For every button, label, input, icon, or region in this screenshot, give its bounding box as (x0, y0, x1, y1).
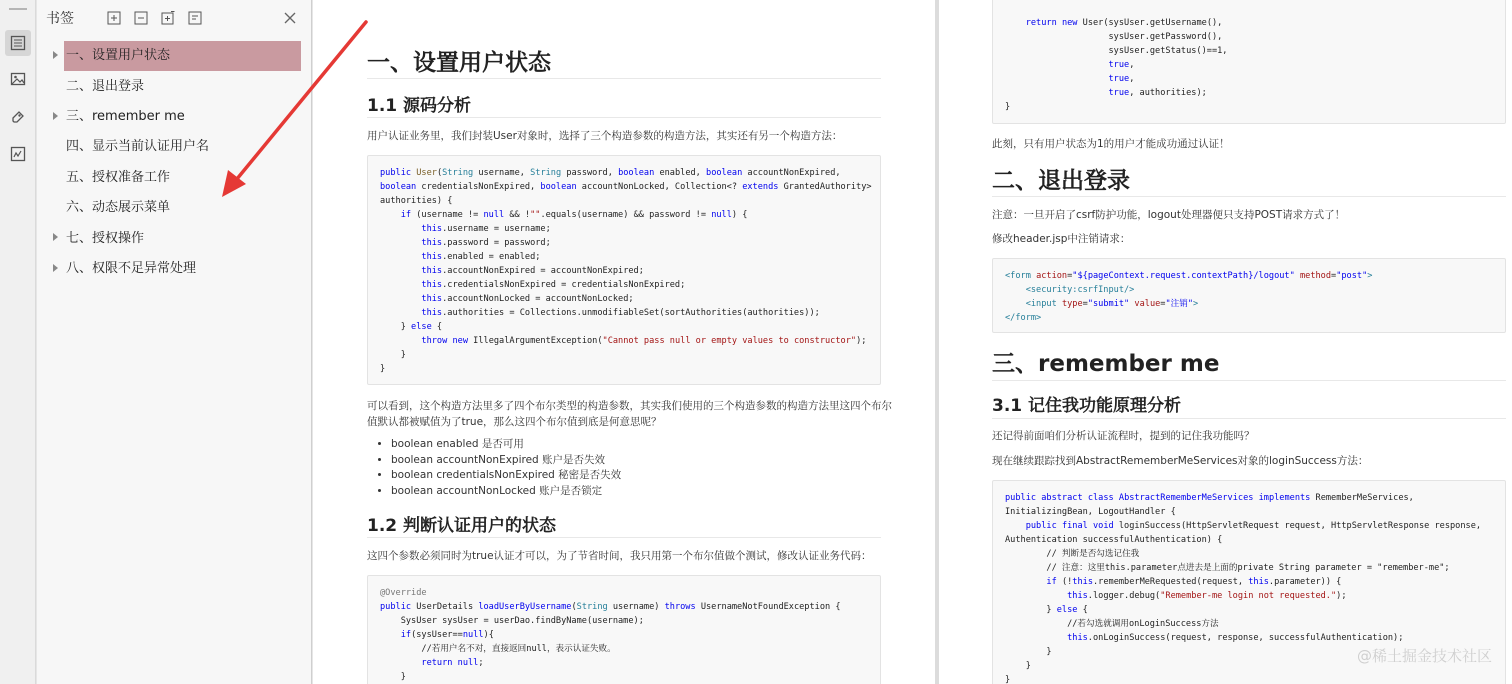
code-line: return null; (421, 658, 484, 668)
code-block (367, 575, 881, 684)
code-line: this.password = password; (421, 238, 551, 248)
code-line: } (1005, 102, 1011, 112)
code-line: this.credentialsNonExpired = credentialsNonExpired; (421, 280, 686, 290)
bookmark-panel-header (37, 0, 311, 36)
bookmark-item[interactable] (37, 102, 311, 132)
add-bookmark-icon[interactable] (154, 8, 181, 28)
code-line: <input type="submit" value="注销"> (1025, 299, 1199, 309)
attachment-icon[interactable] (5, 104, 31, 130)
heading-set-user-status: 一、设置用户状态 (367, 50, 551, 76)
heading-rule (992, 196, 1506, 197)
paragraph: 注意：一旦开启了csrf防护功能，logout处理器便只支持POST请求方式了！ (992, 209, 1346, 221)
code-line: true, authorities); (1108, 88, 1207, 98)
bookmark-item[interactable] (37, 41, 311, 71)
expand-arrow-icon[interactable] (53, 51, 58, 59)
list-item: • boolean accountNonLocked 账户是否锁定 (391, 484, 621, 500)
heading-check-user-status: 1.2 判断认证用户的状态 (367, 516, 557, 536)
bookmark-label[interactable]: 六、动态展示菜单 (66, 200, 171, 216)
bookmark-label[interactable]: 七、授权操作 (66, 230, 145, 246)
bookmark-panel (37, 0, 312, 684)
signature-icon[interactable] (5, 141, 31, 167)
code-line: @Override (380, 588, 427, 598)
bookmark-panel-title: 书签 (46, 11, 74, 27)
close-icon[interactable] (281, 9, 299, 27)
heading-logout: 二、退出登录 (992, 168, 1130, 194)
code-line: SysUser sysUser = userDao.findByName(username); (380, 616, 644, 626)
bookmark-label[interactable]: 四、显示当前认证用户名 (66, 139, 210, 155)
expand-all-icon[interactable] (100, 8, 127, 28)
bookmark-item[interactable] (37, 223, 311, 253)
code-line: Authentication successfulAuthentication) { (1005, 535, 1223, 545)
paragraph: 还记得前面咱们分析认证流程时，提到的记住我功能吗？ (992, 430, 1255, 442)
code-line: this.onLoginSuccess(request, response, successfulAuthentication); (1067, 633, 1404, 643)
bookmark-label[interactable]: 三、remember me (66, 108, 185, 124)
code-line: this.accountNonLocked = accountNonLocked; (421, 294, 634, 304)
code-line: //若用户名不对，直接返回null，表示认证失败。 (380, 644, 616, 654)
document-page-1 (313, 0, 935, 684)
code-line: } else { (380, 322, 443, 332)
code-block (992, 0, 1506, 124)
bookmark-label[interactable]: 五、授权准备工作 (66, 169, 171, 185)
bookmark-list (37, 41, 311, 284)
code-block (367, 155, 881, 385)
expand-arrow-icon[interactable] (53, 112, 58, 120)
bookmark-label[interactable]: 一、设置用户状态 (64, 41, 301, 71)
code-line: <form action="${pageContext.request.contextPath}/logout" method="post"> (1005, 271, 1373, 281)
code-line: } (1005, 675, 1011, 684)
code-line: sysUser.getPassword(), (1005, 32, 1223, 42)
code-line: boolean credentialsNonExpired, boolean accountNonLocked, Collection<? extends GrantedAuthority> (380, 182, 872, 192)
bookmark-item[interactable] (37, 193, 311, 223)
watermark: @稀土掘金技术社区 (1356, 647, 1492, 665)
code-line: //若勾选就调用onLoginSuccess方法 (1005, 619, 1219, 629)
edit-bookmark-icon[interactable] (181, 8, 208, 28)
left-tool-rail (0, 0, 36, 684)
paragraph: 用户认证业务里，我们封装User对象时，选择了三个构造参数的构造方法，其实还有另一个构造方法： (367, 130, 843, 142)
bookmark-item[interactable] (37, 163, 311, 193)
bookmark-label[interactable]: 二、退出登录 (66, 78, 145, 94)
list-item: • boolean accountNonExpired 账户是否失效 (391, 453, 621, 469)
code-line: this.username = username; (421, 224, 551, 234)
code-block (992, 258, 1506, 333)
paragraph: 修改header.jsp中注销请求： (992, 233, 1131, 245)
code-line: } (380, 350, 406, 360)
code-line: <security:csrfInput/> (1025, 285, 1135, 295)
expand-arrow-icon[interactable] (53, 264, 58, 272)
rail-grip (9, 8, 27, 10)
code-line: } (380, 672, 406, 682)
code-line: } (380, 364, 386, 374)
bookmark-label[interactable]: 八、权限不足异常处理 (66, 260, 197, 276)
code-line: true, (1108, 60, 1135, 70)
code-line: } (1005, 661, 1031, 671)
heading-rule (367, 537, 881, 538)
code-line: this.enabled = enabled; (421, 252, 541, 262)
document-page-2 (939, 0, 1512, 684)
code-line: return new User(sysUser.getUsername(), (1025, 18, 1223, 28)
code-line: if(sysUser==null){ (400, 630, 494, 640)
heading-remember-me: 三、remember me (992, 351, 1220, 377)
code-line: } (1005, 647, 1052, 657)
heading-rule (992, 380, 1506, 381)
code-line: </form> (1005, 313, 1042, 323)
heading-remember-me-analysis: 3.1 记住我功能原理分析 (992, 396, 1182, 416)
code-line: this.logger.debug("Remember-me login not requested."); (1067, 591, 1347, 601)
image-thumbnail-icon[interactable] (5, 66, 31, 92)
code-line: if (username != null && !"".equals(username) && password != null) { (400, 210, 748, 220)
paragraph: 此刻，只有用户状态为1的用户才能成功通过认证！ (992, 138, 1230, 150)
paragraph: 这四个参数必须同时为true认证才可以，为了节省时间，我只用第一个布尔值做个测试，修改认证业务代码： (367, 550, 872, 562)
heading-rule (367, 78, 881, 79)
bookmark-item[interactable] (37, 132, 311, 162)
collapse-all-icon[interactable] (127, 8, 154, 28)
heading-rule (992, 418, 1506, 419)
code-line: this.authorities = Collections.unmodifiableSet(sortAuthorities(authorities)); (421, 308, 820, 318)
code-line: // 判断是否勾选记住我 (1005, 549, 1140, 559)
code-line: InitializingBean, LogoutHandler { (1005, 507, 1176, 517)
code-line: public final void loginSuccess(HttpServletRequest request, HttpServletResponse response, (1025, 521, 1482, 531)
code-line: authorities) { (380, 196, 453, 206)
code-line: public User(String username, String password, boolean enabled, boolean accountNonExpired, (380, 168, 841, 178)
code-line: public UserDetails loadUserByUsername(String username) throws UsernameNotFoundException { (380, 602, 841, 612)
paragraph: 值默认都被赋值为了true，那么这四个布尔值到底是何意思呢？ (367, 416, 662, 428)
code-line: // 注意：这里this.parameter点进去是上面的private String parameter = "remember-me"; (1005, 563, 1450, 573)
code-line: if (!this.rememberMeRequested(request, this.parameter)) { (1046, 577, 1342, 587)
code-line: public abstract class AbstractRememberMeServices implements RememberMeServices, (1005, 493, 1414, 503)
paragraph: 可以看到，这个构造方法里多了四个布尔类型的构造参数，其实我们使用的三个构造参数的构造方法里这四个布尔 (367, 400, 892, 412)
code-line: this.accountNonExpired = accountNonExpired; (421, 266, 644, 276)
expand-arrow-icon[interactable] (53, 233, 58, 241)
bullet-list (391, 437, 621, 499)
list-item: • boolean enabled 是否可用 (391, 437, 621, 453)
code-line: true, (1108, 74, 1135, 84)
list-item: • boolean credentialsNonExpired 秘密是否失效 (391, 468, 621, 484)
bookmark-item[interactable] (37, 71, 311, 101)
heading-rule (367, 117, 881, 118)
code-line: throw new IllegalArgumentException("Cannot pass null or empty values to constructor"); (421, 336, 867, 346)
bookmark-item[interactable] (37, 254, 311, 284)
bookmark-list-icon[interactable] (5, 30, 31, 56)
heading-source-analysis: 1.1 源码分析 (367, 96, 472, 116)
paragraph: 现在继续跟踪找到AbstractRememberMeServices对象的loginSuccess方法： (992, 455, 1369, 467)
code-line: } else { (1005, 605, 1088, 615)
code-line: sysUser.getStatus()==1, (1005, 46, 1228, 56)
